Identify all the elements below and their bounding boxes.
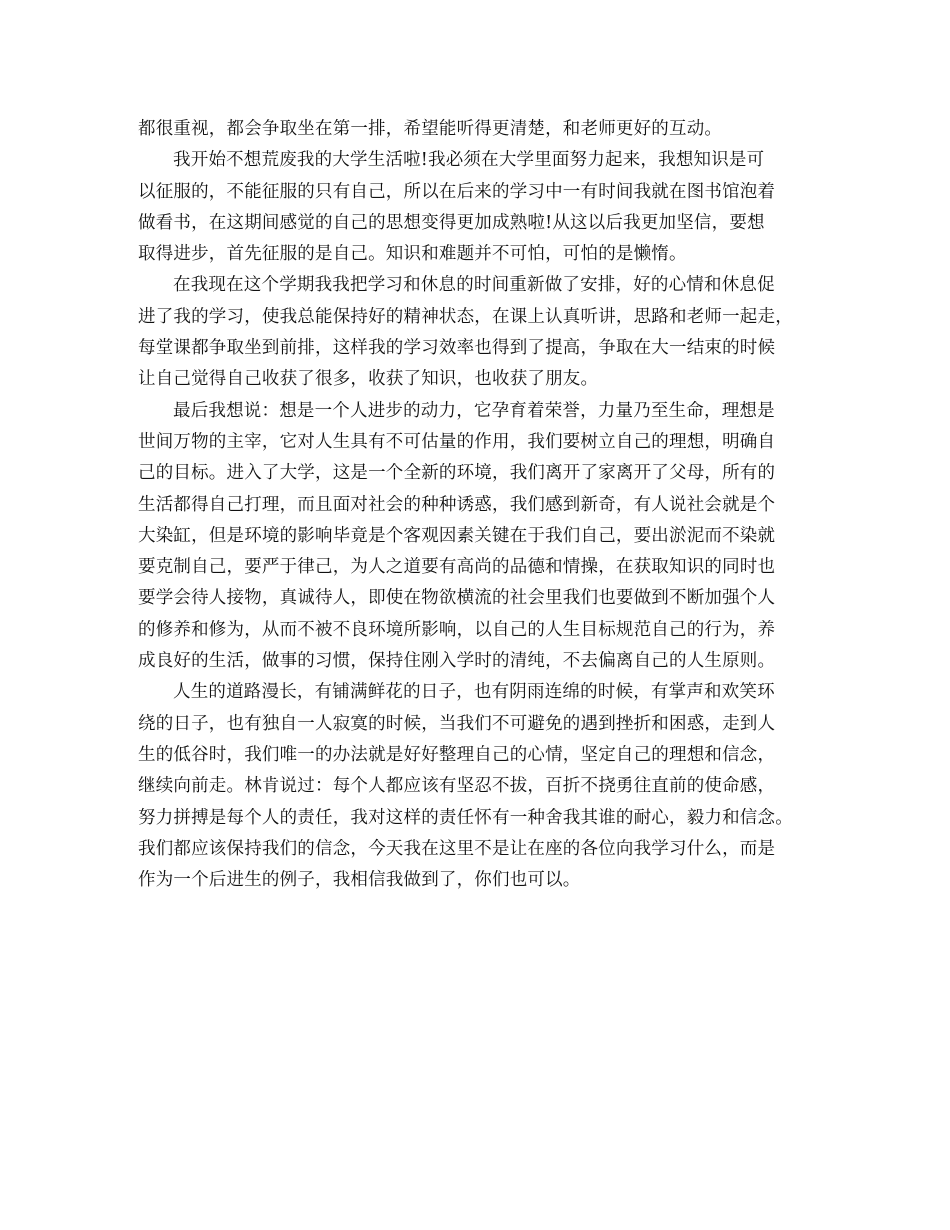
text-line: 大染缸，但是环境的影响毕竟是个客观因素关键在于我们自己，要出淤泥而不染就 [138, 525, 776, 546]
text-line: 继续向前走。林肯说过：每个人都应该有坚忍不拔，百折不挠勇往直前的使命感， [138, 776, 776, 797]
text-line: 让自己觉得自己收获了很多，收获了知识，也收获了朋友。 [138, 369, 599, 390]
text-line: 努力拼搏是每个人的责任，我对这样的责任怀有一种舍我其谁的耐心，毅力和信念。 [138, 807, 793, 828]
text-line: 在我现在这个学期我我把学习和休息的时间重新做了安排，好的心情和休息促 [173, 275, 775, 296]
text-line: 我们都应该保持我们的信念，今天我在这里不是让在座的各位向我学习什么，而是 [138, 838, 776, 859]
text-line: 世间万物的主宰，它对人生具有不可估量的作用，我们要树立自己的理想，明确自 [138, 431, 776, 452]
text-line: 成良好的生活，做事的习惯，保持住刚入学时的清纯，不去偏离自己的人生原则。 [138, 651, 776, 672]
text-line: 生的低谷时，我们唯一的办法就是好好整理自己的心情，坚定自己的理想和信念， [138, 744, 776, 765]
text-line: 我开始不想荒废我的大学生活啦!我必须在大学里面努力起来，我想知识是可 [173, 150, 765, 171]
text-line: 要克制自己，要严于律己，为人之道要有高尚的品德和情操，在获取知识的同时也 [138, 557, 776, 578]
text-line: 每堂课都争取坐到前排，这样我的学习效率也得到了提高，争取在大一结束的时候 [138, 338, 776, 359]
text-line: 都很重视，都会争取坐在第一排，希望能听得更清楚，和老师更好的互动。 [138, 119, 723, 139]
text-line: 人生的道路漫长，有铺满鲜花的日子，也有阴雨连绵的时候，有掌声和欢笑环 [173, 682, 775, 703]
text-line: 做看书，在这期间感觉的自己的思想变得更加成熟啦!从这以后我更加坚信，要想 [138, 212, 765, 233]
text-line: 己的目标。进入了大学，这是一个全新的环境，我们离开了家离开了父母，所有的 [138, 463, 776, 484]
document-body [138, 114, 818, 896]
text-line: 取得进步，首先征服的是自己。知识和难题并不可怕，可怕的是懒惰。 [138, 244, 687, 265]
text-line: 进了我的学习，使我总能保持好的精神状态，在课上认真听讲，思路和老师一起走， [138, 306, 793, 327]
text-line: 的修养和修为，从而不被不良环境所影响，以自己的人生目标规范自己的行为，养 [138, 619, 776, 640]
text-line: 生活都得自己打理，而且面对社会的种种诱惑，我们感到新奇，有人说社会就是个 [138, 494, 776, 515]
text-line: 最后我想说：想是一个人进步的动力，它孕育着荣誉，力量乃至生命，理想是 [173, 400, 775, 421]
text-line: 绕的日子，也有独自一人寂寞的时候，当我们不可避免的遇到挫折和困惑，走到人 [138, 713, 776, 734]
text-line: 以征服的，不能征服的只有自己，所以在后来的学习中一有时间我就在图书馆泡着 [138, 181, 776, 202]
text-line: 要学会待人接物，真诚待人，即使在物欲横流的社会里我们也要做到不断加强个人 [138, 588, 776, 609]
text-line: 作为一个后进生的例子，我相信我做到了，你们也可以。 [138, 870, 581, 891]
